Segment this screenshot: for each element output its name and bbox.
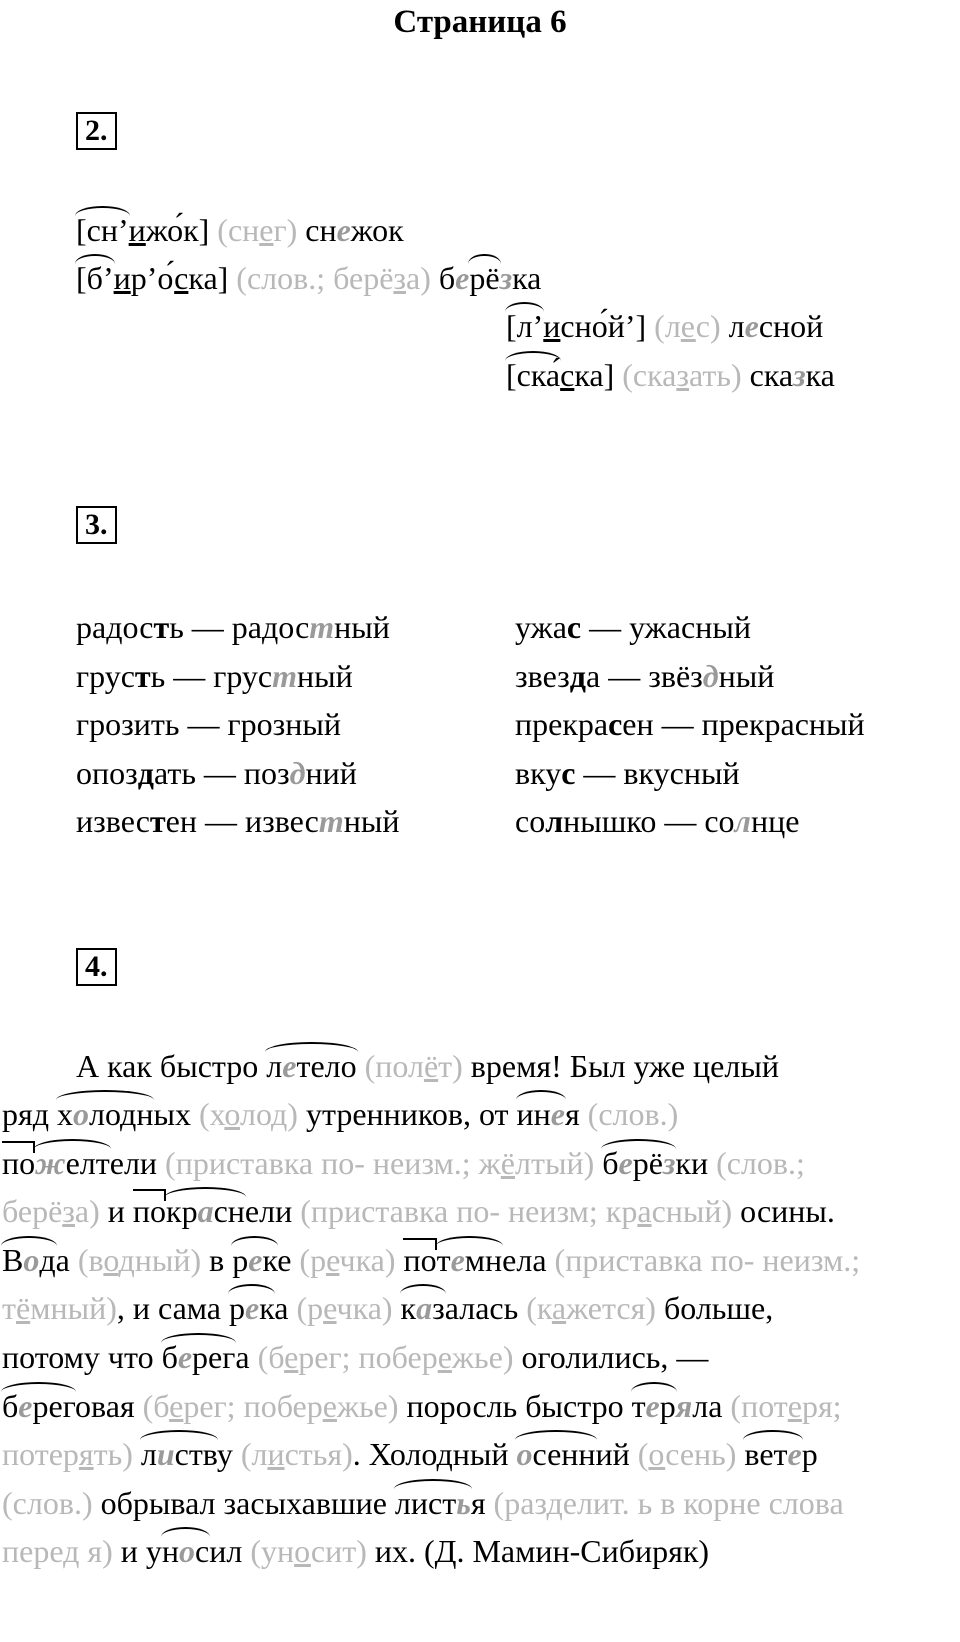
ex4-line: Вода (водный) в реке (речка) потемнела (приставка по- неизм.;: [2, 1241, 861, 1278]
ex3-left-row: грозить — грозный: [76, 706, 341, 742]
ex3-right-row: солнышко — солнце: [515, 803, 800, 839]
ex2-line-1: [сн’ижо́к] (снег) снежок: [76, 212, 404, 248]
ex4-paragraph: [2, 1090, 860, 1576]
ex3-left-row: радость — радостный: [76, 609, 390, 645]
ex4-line: берёза) и покраснели (приставка по- неизм; красный) осины.: [2, 1193, 835, 1230]
page-title: Страница 6: [393, 4, 567, 40]
ex4-line: ряд холодных (холод) утренников, от инея (слов.): [2, 1096, 679, 1132]
ex4-line: тёмный), и сама река (речка) казалась (кажется) больше,: [2, 1290, 774, 1327]
ex2-line-3: [л’исно́й’] (лес) лесной: [506, 308, 824, 344]
ex3-right-row: вкус — вкусный: [515, 754, 740, 791]
ex4-line: потерять) листву (листья). Холодный осенний (осень) ветер: [2, 1436, 818, 1473]
ex4-line: пожелтели (приставка по- неизм.; жёлтый) берёзки (слов.;: [2, 1144, 805, 1181]
ex4-line-1: А как быстро летело (полёт) время! Был уже целый: [76, 1048, 779, 1084]
ex4-line: потому что берега (берег; побережье) оголились, —: [2, 1338, 709, 1375]
ex3-right-column: [515, 603, 865, 846]
ex3-left-column: [76, 603, 399, 846]
ex3-right-row: ужас — ужасный: [515, 609, 751, 645]
ex2-line-4: [ска́ска] (сказать) сказка: [506, 357, 835, 393]
exercise-4-number: 4.: [76, 948, 117, 986]
ex3-left-row: известен — известный: [76, 803, 400, 839]
ex4-line: (слов.) обрывал засыхавшие листья (разделит. ь в корне слова: [2, 1484, 844, 1521]
exercise-3-number: 3.: [76, 506, 117, 544]
ex3-right-row: звезда — звёздный: [515, 657, 775, 694]
ex3-left-row: опоздать — поздний: [76, 754, 357, 791]
ex4-line: береговая (берег; побережье) поросль быстро теряла (потеря;: [2, 1387, 842, 1424]
ex3-left-row: грусть — грустный: [76, 657, 353, 694]
ex2-line-2: [б’ир’о́ска] (слов.; берёза) берёзка: [76, 260, 542, 296]
exercise-2-number: 2.: [76, 112, 117, 150]
ex3-right-row: прекрасен — прекрасный: [515, 706, 865, 742]
ex4-line: перед я) и уносил (уносит) их. (Д. Мамин-Сибиряк): [2, 1533, 710, 1570]
